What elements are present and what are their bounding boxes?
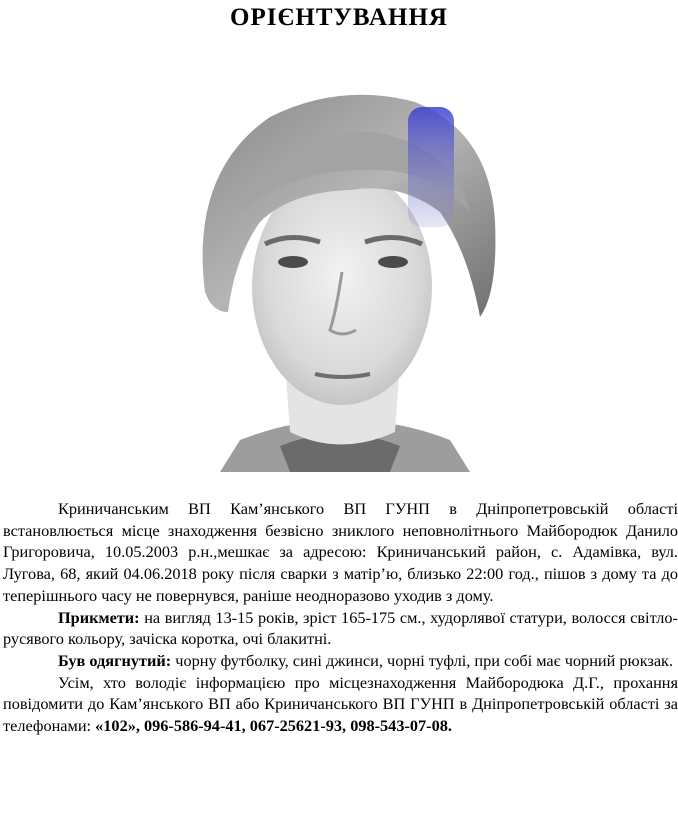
text-line: на вигляд 13-15 років, зріст 165-175 см., худорлявої статури, xyxy=(144,607,567,627)
text-line: встановлюється місце знаходження безвісно зниклого неповнолітнього xyxy=(3,520,519,540)
text-line: Дніпропетровській області за телефонами: xyxy=(3,694,678,736)
portrait-photo xyxy=(150,62,530,472)
paragraph-clothes xyxy=(3,650,678,672)
signs-label: Прикмети: xyxy=(58,607,140,627)
text-line: прохання повідомити до Кам’янського ВП або Криничанського ВП ГУНП в xyxy=(3,672,678,714)
text-line: Усім, хто володіє інформацією про місцезнаходження Майбородюка Д.Г., xyxy=(58,672,604,692)
page-title: ОРІЄНТУВАННЯ xyxy=(230,4,448,31)
paragraph-signs xyxy=(3,607,678,650)
phone-numbers: «102», 096-586-94-41, 067-25621-93, xyxy=(95,716,347,736)
text-line: чорний рюкзак. xyxy=(564,650,674,670)
paragraph-intro xyxy=(3,498,678,607)
text-line: чорну футболку, сині джинси, чорні туфлі, при собі має xyxy=(175,650,561,670)
text-line: волосся світло-русявого кольору, зачіска коротка, очі блакитні. xyxy=(3,607,678,649)
paragraph-contact xyxy=(3,672,678,737)
text-line: Криничанським ВП Кам’янського ВП ГУНП в Дніпропетровській області xyxy=(58,499,678,518)
description-text xyxy=(3,498,678,737)
text-line: повернувся, раніше неодноразово уходив з дому. xyxy=(155,585,494,605)
phone-number-last: 098-543-07-08. xyxy=(350,716,452,736)
text-line: Криничанський район, с. Адамівка, вул. Лугова, 68, який 04.06.2018 року після xyxy=(3,542,678,584)
text-line: сварки з матір’ю, близько 22:00 год., пішов з дому та до теперішнього часу не xyxy=(3,564,678,605)
clothes-label: Був одягнутий: xyxy=(58,650,172,670)
text-line: Майбородюк Данило Григоровича, 10.05.2003 р.н.,мешкає за адресою: xyxy=(3,520,678,562)
